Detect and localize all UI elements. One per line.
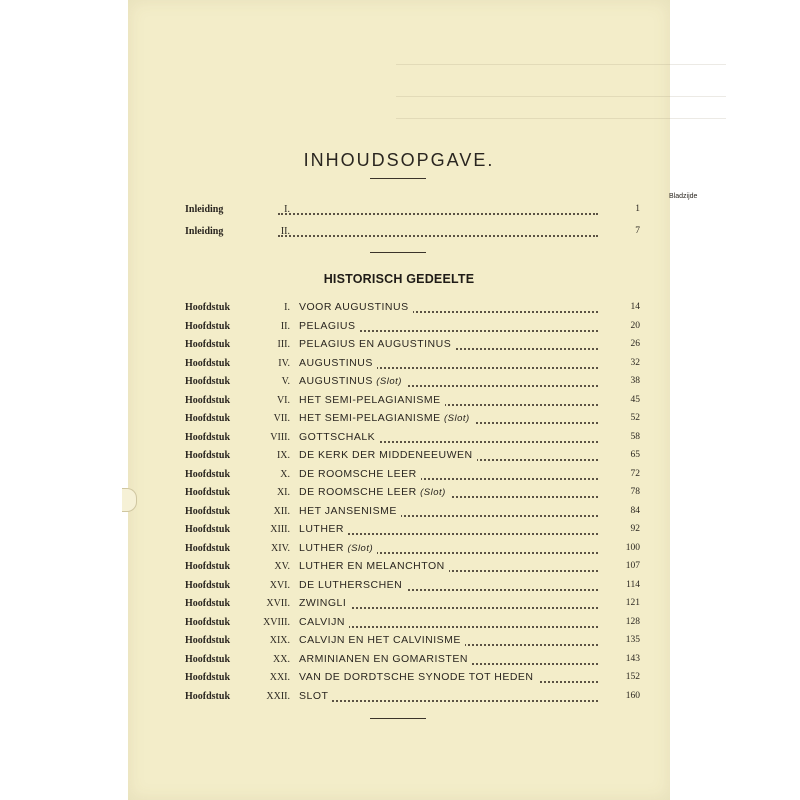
- chapter-number: III.: [277, 339, 290, 350]
- chapter-entry: [128, 505, 670, 521]
- chapter-entry: [128, 542, 670, 558]
- chapter-label: Hoofdstuk: [185, 690, 231, 702]
- chapter-label: Hoofdstuk: [185, 672, 231, 683]
- chapter-entry: [128, 560, 670, 576]
- slot-note: (Slot): [376, 376, 402, 387]
- chapter-page: 152: [625, 672, 640, 682]
- chapter-page: 160: [625, 690, 640, 701]
- chapter-page: 114: [626, 579, 640, 590]
- chapter-label: Hoofdstuk: [185, 339, 231, 350]
- chapter-entry: [128, 653, 670, 669]
- chapter-title: LUTHER: [299, 523, 345, 535]
- chapter-page: 92: [630, 524, 640, 534]
- chapter-number: XIX.: [269, 635, 290, 646]
- chapter-entry: [128, 523, 670, 539]
- page-title: INHOUDSOPGAVE.: [303, 150, 495, 170]
- chapter-page: 65: [630, 450, 640, 460]
- chapter-entry: [128, 597, 670, 613]
- intro-number: II.: [280, 225, 290, 237]
- chapter-label: Hoofdstuk: [185, 468, 231, 480]
- chapter-number: IV.: [278, 357, 290, 369]
- chapter-title: DE ROOMSCHE LEER: [299, 467, 417, 480]
- chapter-label: Hoofdstuk: [185, 598, 231, 609]
- chapter-number: II.: [280, 320, 290, 332]
- chapter-entry: [128, 338, 670, 354]
- chapter-label: Hoofdstuk: [185, 376, 231, 387]
- dot-leader: [278, 213, 598, 215]
- chapter-entry: [128, 579, 670, 595]
- chapter-title: AUGUSTINUS: [299, 356, 373, 369]
- intro-rule: [370, 252, 426, 253]
- chapter-title: PELAGIUS: [299, 319, 356, 332]
- chapter-title: VOOR AUGUSTINUS: [299, 301, 409, 313]
- chapter-entry: [128, 634, 670, 650]
- chapter-entry: [128, 468, 670, 484]
- chapter-label: Hoofdstuk: [185, 616, 231, 628]
- chapter-page: 128: [625, 616, 640, 627]
- slot-note: (Slot): [444, 413, 470, 424]
- chapter-number: XXI.: [269, 672, 290, 683]
- chapter-entry: [128, 375, 670, 391]
- book-page: [128, 0, 698, 800]
- chapter-label: Hoofdstuk: [185, 450, 231, 461]
- chapter-entry: [128, 394, 670, 410]
- chapter-title: DE LUTHERSCHEN: [299, 578, 403, 591]
- chapter-page: 26: [630, 339, 640, 349]
- chapter-entry: [128, 486, 670, 502]
- chapter-title: DE KERK DER MIDDENEEUWEN: [299, 449, 473, 461]
- end-rule: [370, 718, 426, 719]
- chapter-label: Hoofdstuk: [185, 487, 231, 498]
- chapter-number: XII.: [273, 505, 290, 517]
- intro-entry: [128, 203, 670, 219]
- chapter-entry: [128, 671, 670, 687]
- chapter-title: CALVIJN: [299, 615, 345, 628]
- intro-page: 7: [635, 225, 640, 236]
- chapter-label: Hoofdstuk: [185, 357, 231, 369]
- chapter-number: VII.: [273, 413, 290, 424]
- intro-page: 1: [635, 204, 640, 214]
- section-heading: HISTORISCH GEDEELTE: [323, 272, 475, 286]
- slot-note: (Slot): [347, 542, 374, 554]
- chapter-label: Hoofdstuk: [185, 561, 231, 572]
- chapter-number: XVI.: [269, 579, 290, 591]
- slot-note: (Slot): [420, 487, 446, 498]
- chapter-number: XVIII.: [263, 616, 290, 628]
- chapter-page: 78: [630, 487, 640, 497]
- chapter-title: ZWINGLI: [299, 597, 347, 609]
- intro-label: Inleiding: [185, 204, 224, 215]
- chapter-page: 84: [630, 505, 640, 516]
- chapter-page: 58: [630, 431, 640, 442]
- chapter-title: ARMINIANEN EN GOMARISTEN: [299, 652, 468, 665]
- chapter-entry: [128, 690, 670, 706]
- chapter-title: PELAGIUS EN AUGUSTINUS: [299, 338, 452, 350]
- chapter-label: Hoofdstuk: [185, 413, 231, 424]
- chapter-label: Hoofdstuk: [185, 431, 231, 443]
- chapter-title: LUTHER EN MELANCHTON: [299, 560, 445, 572]
- dot-leader: [278, 235, 598, 237]
- page-column-label: Bladzijde: [669, 193, 698, 200]
- chapter-page: 32: [630, 357, 640, 368]
- chapter-title: HET SEMI-PELAGIANISME: [299, 412, 441, 424]
- chapter-page: 52: [630, 413, 640, 423]
- chapter-title: DE ROOMSCHE LEER: [299, 486, 417, 498]
- intro-entry: [128, 225, 670, 241]
- chapter-number: XXII.: [266, 690, 290, 702]
- chapter-label: Hoofdstuk: [185, 653, 231, 665]
- chapter-title: CALVIJN EN HET CALVINISME: [299, 634, 461, 646]
- chapter-label: Hoofdstuk: [185, 394, 231, 406]
- chapter-title: HET JANSENISME: [299, 504, 397, 517]
- chapter-number: V.: [281, 376, 290, 387]
- chapter-entry: [128, 412, 670, 428]
- title-rule: [370, 178, 426, 179]
- chapter-page: 45: [630, 394, 640, 405]
- chapter-title: LUTHER: [299, 541, 345, 554]
- chapter-number: I.: [284, 302, 290, 313]
- chapter-number: IX.: [276, 450, 290, 461]
- chapter-title: GOTTSCHALK: [299, 430, 376, 443]
- chapter-page: 143: [625, 653, 640, 664]
- chapter-number: XI.: [276, 487, 290, 498]
- chapter-entry: [128, 449, 670, 465]
- chapter-label: Hoofdstuk: [185, 505, 231, 517]
- chapter-number: VI.: [276, 394, 290, 406]
- chapter-label: Hoofdstuk: [185, 579, 231, 591]
- bleed-through-line: [396, 64, 726, 65]
- intro-number: I.: [284, 204, 290, 215]
- chapter-entry: [128, 320, 670, 336]
- intro-label: Inleiding: [185, 225, 224, 237]
- chapter-number: XX.: [273, 653, 290, 665]
- chapter-entry: [128, 357, 670, 373]
- chapter-title: SLOT: [299, 689, 329, 702]
- chapter-number: XV.: [274, 561, 290, 572]
- chapter-entry: [128, 431, 670, 447]
- chapter-page: 14: [630, 302, 640, 312]
- chapter-number: XIII.: [270, 524, 290, 535]
- bleed-through-line: [396, 118, 726, 119]
- chapter-label: Hoofdstuk: [185, 302, 231, 313]
- chapter-number: X.: [280, 468, 290, 480]
- chapter-page: 107: [625, 561, 640, 571]
- chapter-number: VIII.: [270, 431, 290, 443]
- chapter-label: Hoofdstuk: [185, 320, 231, 332]
- chapter-label: Hoofdstuk: [185, 635, 231, 646]
- chapter-label: Hoofdstuk: [185, 542, 231, 554]
- chapter-page: 38: [630, 376, 640, 386]
- chapter-label: Hoofdstuk: [185, 524, 231, 535]
- chapter-title: VAN DE DORDTSCHE SYNODE TOT HEDEN: [299, 671, 534, 683]
- chapter-page: 100: [625, 542, 640, 553]
- chapter-title: HET SEMI-PELAGIANISME: [299, 393, 441, 406]
- chapter-number: XVII.: [266, 598, 290, 609]
- chapter-number: XIV.: [271, 542, 290, 554]
- chapter-entry: [128, 616, 670, 632]
- chapter-page: 121: [625, 598, 640, 608]
- bleed-through-line: [396, 96, 726, 97]
- chapter-page: 20: [630, 320, 640, 331]
- chapter-page: 135: [625, 635, 640, 645]
- chapter-entry: [128, 301, 670, 317]
- chapter-title: AUGUSTINUS: [299, 375, 373, 387]
- chapter-page: 72: [630, 468, 640, 479]
